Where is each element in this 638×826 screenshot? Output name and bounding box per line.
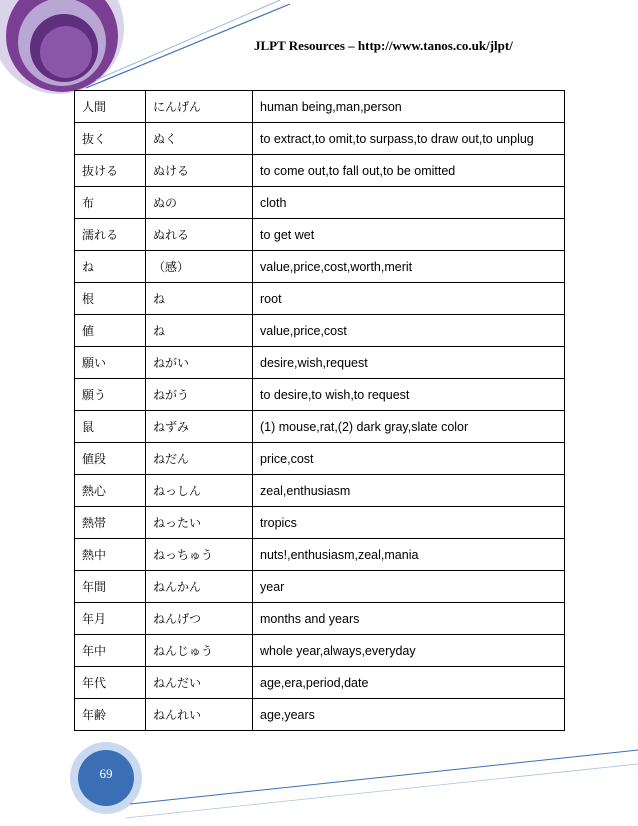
kanji-cell: 濡れる — [75, 219, 146, 251]
kanji-cell: 値 — [75, 315, 146, 347]
reading-cell: にんげん — [146, 91, 253, 123]
kanji-cell: 抜く — [75, 123, 146, 155]
reading-cell: ねんかん — [146, 571, 253, 603]
deco-line-footer-1 — [130, 750, 638, 804]
kanji-cell: ね — [75, 251, 146, 283]
meaning-cell: (1) mouse,rat,(2) dark gray,slate color — [253, 411, 565, 443]
kanji-cell: 年月 — [75, 603, 146, 635]
vocabulary-table — [74, 90, 565, 731]
kanji-cell: 抜ける — [75, 155, 146, 187]
kanji-cell: 熱帯 — [75, 507, 146, 539]
reading-cell: ねずみ — [146, 411, 253, 443]
table-row — [75, 539, 565, 571]
reading-cell: ねだん — [146, 443, 253, 475]
deco-circle-inner — [40, 26, 92, 78]
table-row — [75, 411, 565, 443]
meaning-cell: months and years — [253, 603, 565, 635]
table-row — [75, 635, 565, 667]
kanji-cell: 願う — [75, 379, 146, 411]
table-row — [75, 379, 565, 411]
table-row — [75, 123, 565, 155]
reading-cell: ねったい — [146, 507, 253, 539]
table-row — [75, 251, 565, 283]
reading-cell: ねんだい — [146, 667, 253, 699]
table-row — [75, 187, 565, 219]
footer-decoration — [0, 740, 638, 826]
kanji-cell: 根 — [75, 283, 146, 315]
table-row — [75, 91, 565, 123]
reading-cell: ねんじゅう — [146, 635, 253, 667]
kanji-cell: 年代 — [75, 667, 146, 699]
meaning-cell: to desire,to wish,to request — [253, 379, 565, 411]
meaning-cell: price,cost — [253, 443, 565, 475]
meaning-cell: value,price,cost — [253, 315, 565, 347]
meaning-cell: tropics — [253, 507, 565, 539]
reading-cell: ねんげつ — [146, 603, 253, 635]
reading-cell: ぬく — [146, 123, 253, 155]
meaning-cell: to come out,to fall out,to be omitted — [253, 155, 565, 187]
table-row — [75, 219, 565, 251]
reading-cell: ねんれい — [146, 699, 253, 731]
reading-cell: ねがう — [146, 379, 253, 411]
meaning-cell: value,price,cost,worth,merit — [253, 251, 565, 283]
kanji-cell: 年間 — [75, 571, 146, 603]
meaning-cell: cloth — [253, 187, 565, 219]
reading-cell: ねっしん — [146, 475, 253, 507]
meaning-cell: desire,wish,request — [253, 347, 565, 379]
table-row — [75, 571, 565, 603]
reading-cell: ぬれる — [146, 219, 253, 251]
kanji-cell: 鼠 — [75, 411, 146, 443]
reading-cell: ね — [146, 283, 253, 315]
table-row — [75, 315, 565, 347]
reading-cell: ぬける — [146, 155, 253, 187]
deco-line-2 — [96, 0, 280, 80]
meaning-cell: whole year,always,everyday — [253, 635, 565, 667]
meaning-cell: nuts!,enthusiasm,zeal,mania — [253, 539, 565, 571]
meaning-cell: zeal,enthusiasm — [253, 475, 565, 507]
reading-cell: ね — [146, 315, 253, 347]
kanji-cell: 布 — [75, 187, 146, 219]
meaning-cell: age,years — [253, 699, 565, 731]
table-row — [75, 443, 565, 475]
reading-cell: ぬの — [146, 187, 253, 219]
table-row — [75, 283, 565, 315]
reading-cell: ねがい — [146, 347, 253, 379]
deco-line-footer-2 — [126, 764, 638, 818]
kanji-cell: 年齢 — [75, 699, 146, 731]
table-row — [75, 155, 565, 187]
kanji-cell: 願い — [75, 347, 146, 379]
table-row — [75, 507, 565, 539]
table-row — [75, 667, 565, 699]
meaning-cell: age,era,period,date — [253, 667, 565, 699]
meaning-cell: year — [253, 571, 565, 603]
reading-cell: （感） — [146, 251, 253, 283]
reading-cell: ねっちゅう — [146, 539, 253, 571]
kanji-cell: 熱心 — [75, 475, 146, 507]
page-number: 69 — [99, 766, 113, 781]
meaning-cell: to get wet — [253, 219, 565, 251]
kanji-cell: 人間 — [75, 91, 146, 123]
table-row — [75, 699, 565, 731]
page-header: JLPT Resources – http://www.tanos.co.uk/jlpt/ — [254, 38, 513, 53]
table-row — [75, 603, 565, 635]
kanji-cell: 値段 — [75, 443, 146, 475]
kanji-cell: 年中 — [75, 635, 146, 667]
meaning-cell: to extract,to omit,to surpass,to draw out,to unplug — [253, 123, 565, 155]
meaning-cell: root — [253, 283, 565, 315]
kanji-cell: 熱中 — [75, 539, 146, 571]
table-row — [75, 475, 565, 507]
table-row — [75, 347, 565, 379]
meaning-cell: human being,man,person — [253, 91, 565, 123]
